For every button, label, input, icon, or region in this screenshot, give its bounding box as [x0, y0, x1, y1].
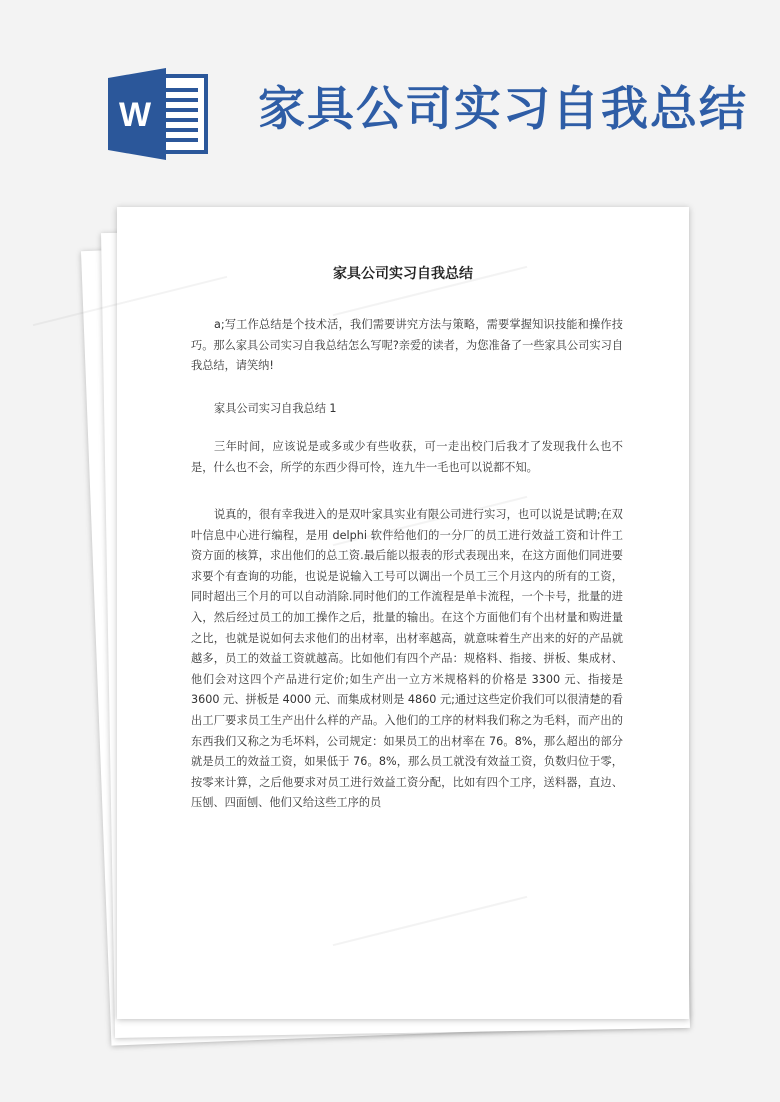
word-document-icon — [108, 68, 210, 160]
banner-title: 家具公司实习自我总结 — [258, 82, 748, 137]
svg-text:W: W — [118, 96, 152, 134]
section-heading: 家具公司实习自我总结 1 — [214, 402, 337, 415]
body-paragraph: 三年时间，应该说是或多或少有些收获，可一走出校门后我才了发现我什么也不是，什么也不会，所学的东西少得可怜，连九牛一毛也可以说都不知。 — [191, 440, 623, 474]
document-title: 家具公司实习自我总结 — [333, 266, 473, 282]
header-banner — [0, 0, 780, 200]
document-page — [117, 207, 689, 1019]
body-paragraph: 说真的，很有幸我进入的是双叶家具实业有限公司进行实习，也可以说是试聘;在双叶信息中心进行编程，是用 delphi 软件给他们的一分厂的员工进行效益工资和计件工资方面的核算，求出他们的总工资.最后能以报表的形式表现出来，在这方面他们同进要求要个有查询的功能，也说是说输入工号可以调出一个员工三个月这内的所有的工资，同时超出三个月的可以自动消除.同时他们的工作流程是单卡流程，一个卡号，批量的进入，然后经过员工的加工操作之后，批量的输出。在这个方面他们有个出材量和购进量之比，也就是说如何去求他们的出材率，出材率越高，就意味着生产出来的好的产品就越多，员工的效益工资就越高。比如他们有四个产品：规格料、指接、拼板、集成材、 他们会对这四个产品进行定价;如生产出一立方米规格料的价格是 3300 元、指接是 3600 元、拼板是 4000 元、而集成材则是 4860 元;通过这些定价我们可以很清楚的看出工厂要求员工生产出什么样的产品。入他们的工序的材料我们称之为毛料，而产出的东西我们又称之为毛坏料，公司规定：如果员工的出材率在 76。8%，那么超出的部分就是员工的效益工资，如果低于 76。8%，那么员工就没有效益工资，负数归位于零，按零来计算，之后他要求对员工进行效益工资分配，比如有四个工序，送料器，直边、压刨、四面刨、他们又给这些工序的员 — [191, 508, 623, 810]
intro-paragraph: a;写工作总结是个技术活，我们需要讲究方法与策略，需要掌握知识技能和操作技巧。那么家具公司实习自我总结怎么写呢?亲爱的读者，为您准备了一些家具公司实习自我总结，请笑纳! — [191, 318, 623, 373]
